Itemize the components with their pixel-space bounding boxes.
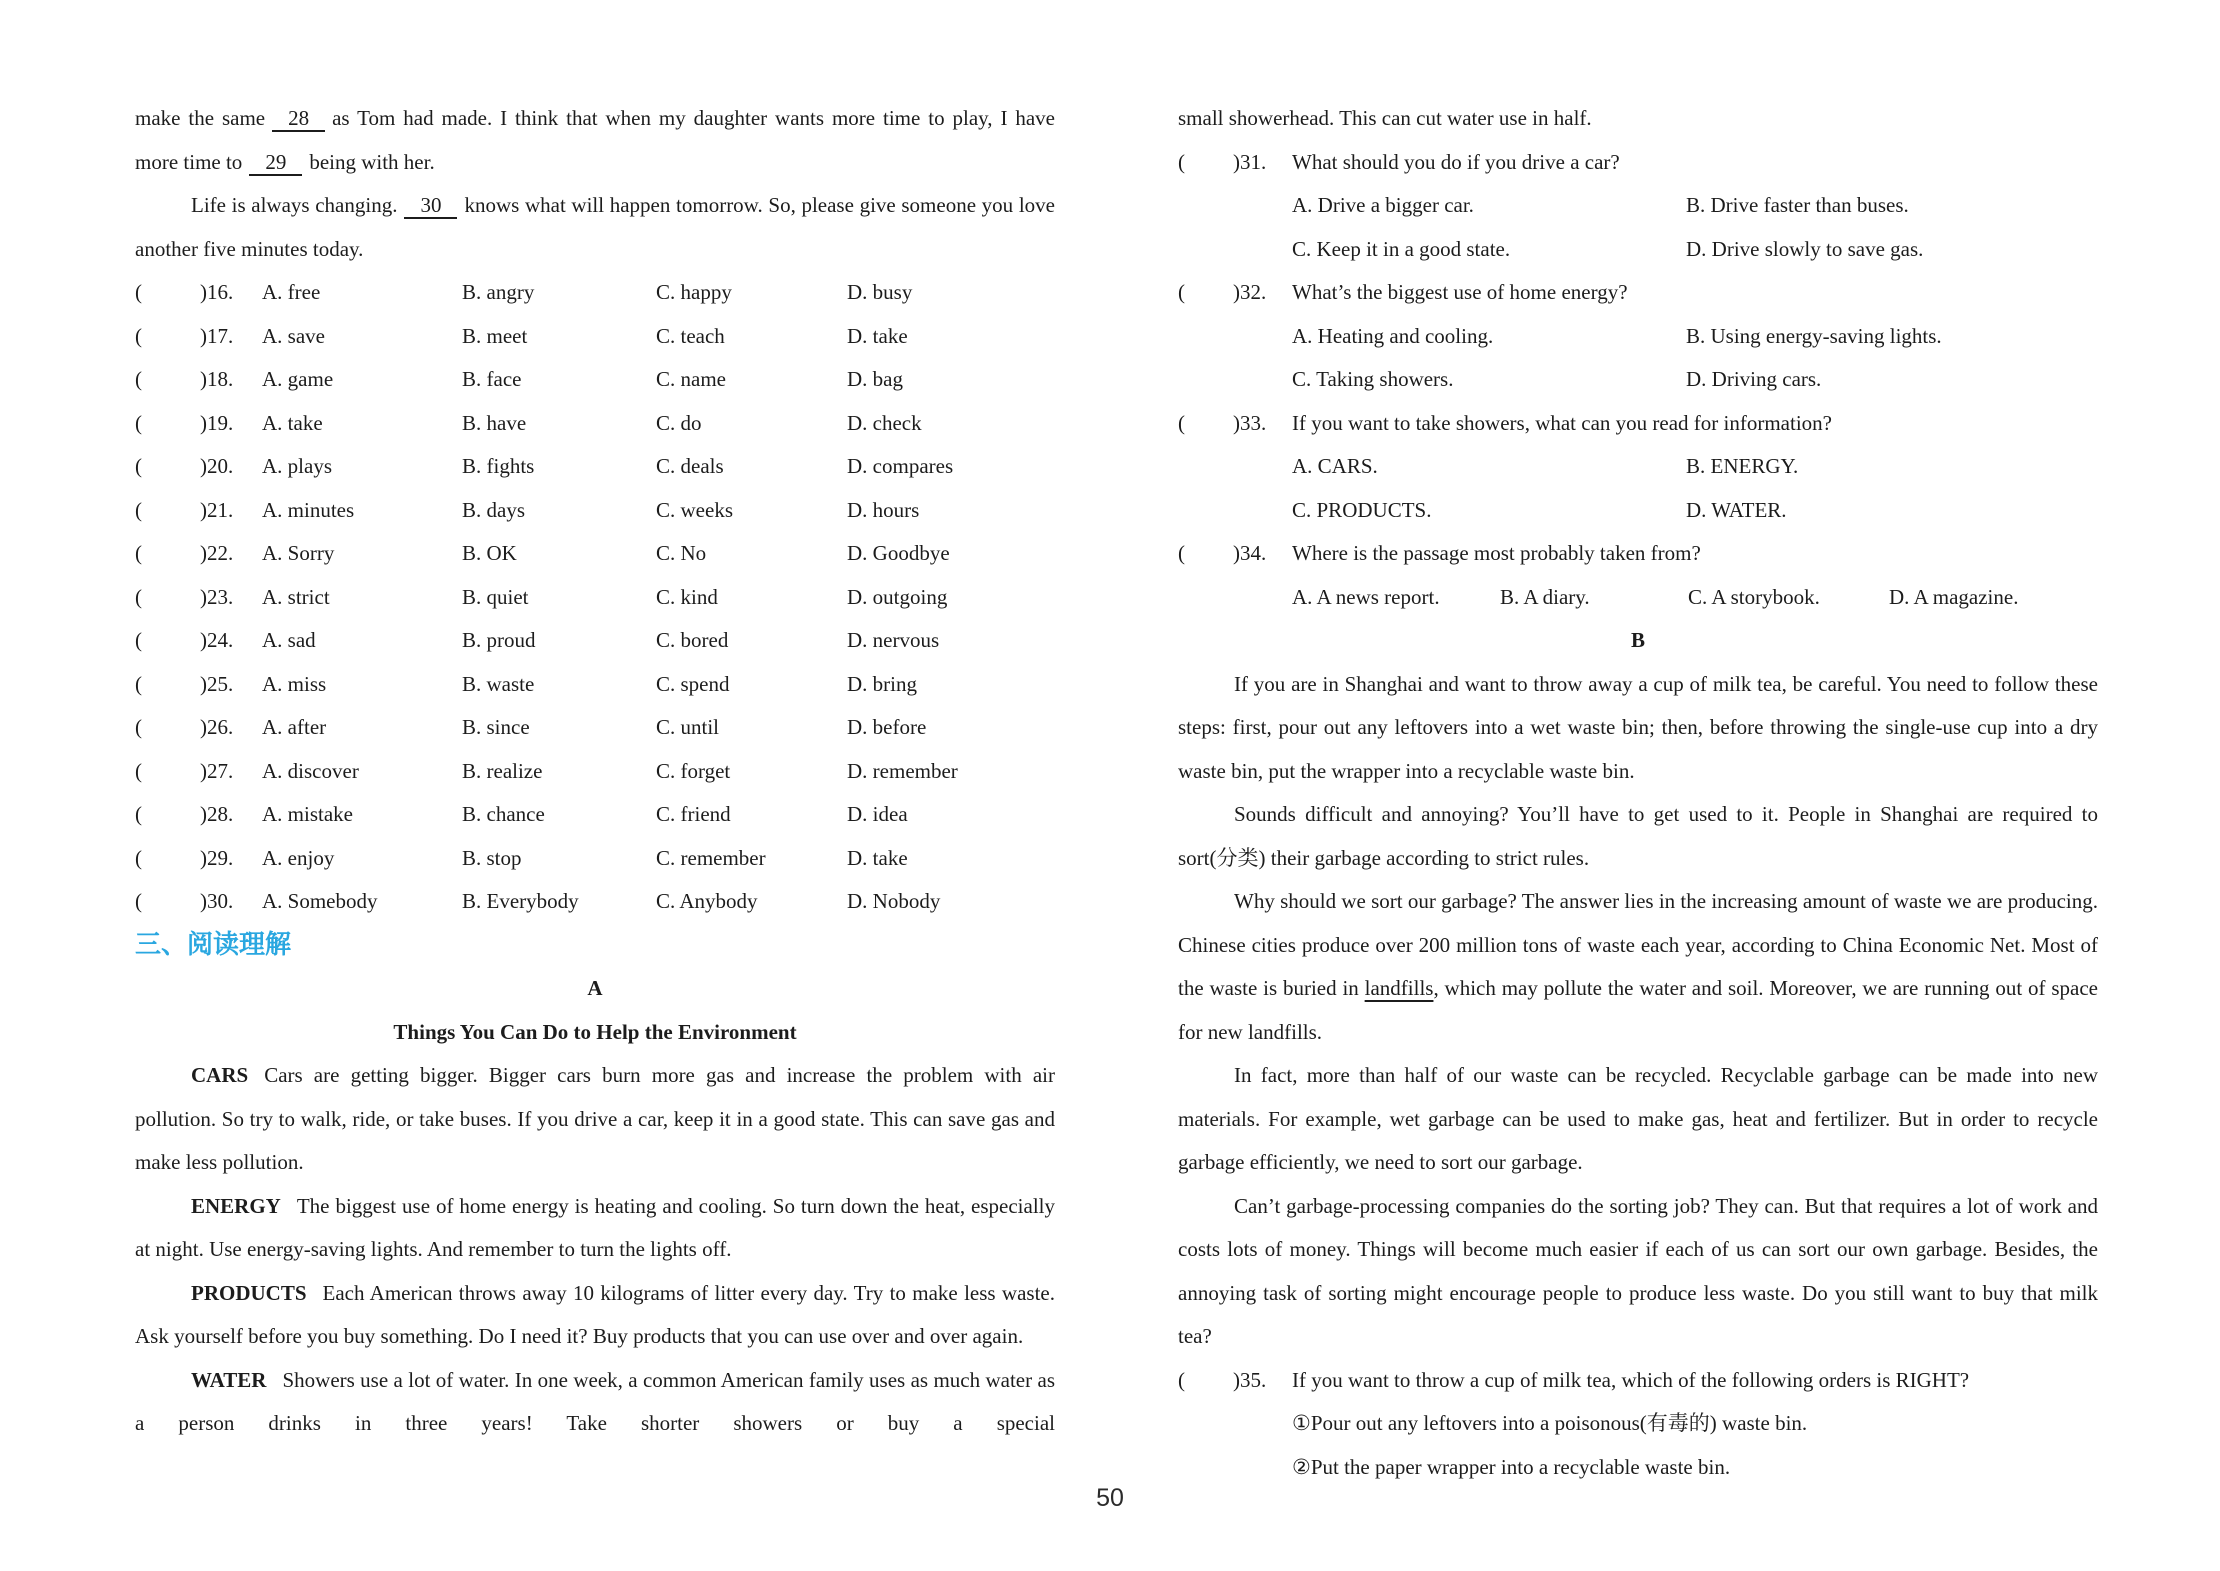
mc-question-28 (135, 793, 1055, 837)
option-d: D. compares (847, 454, 954, 478)
question-number: )32. (1233, 280, 1267, 304)
paragraph-lead-word: CARS (191, 1063, 249, 1087)
paragraph-lead-word: WATER (191, 1367, 267, 1392)
question-31 (1178, 141, 2098, 185)
question-number: )21. (200, 497, 234, 522)
option-b: B. meet (462, 323, 528, 348)
answer-paren-open: ( (135, 323, 142, 348)
question-number: )31. (1233, 149, 1267, 174)
option-c: C. No (656, 541, 707, 565)
paragraph-text: The biggest use of home energy is heating and cooling. So turn down the heat, especially at night. Use energy-saving lights. And remember to turn the lights off. (135, 1193, 1055, 1261)
paragraph-text: If you are in Shanghai and want to throw away a cup of milk tea, be careful. You need to follow these steps: first, pour out any leftovers into a wet waste bin; then, before throwing the single-use cup into a dry waste bin, put the wrapper into a recyclable waste bin. (1178, 671, 2098, 783)
option-b: B. days (462, 497, 525, 522)
answer-paren-open: ( (135, 497, 142, 522)
option-c: C. forget (656, 758, 731, 783)
option-b: B. realize (462, 758, 543, 783)
answer-paren-open: ( (1178, 149, 1185, 174)
option-c: C. spend (656, 671, 730, 696)
passage-b-paragraph-4 (1178, 1054, 2098, 1185)
option-d: D. Nobody (847, 889, 941, 913)
section-header-reading-comprehension: 三、阅读理解 (135, 929, 292, 960)
question-text: What should you do if you drive a car? (1292, 149, 1620, 174)
option-b: B. Drive faster than buses. (1686, 193, 1909, 217)
mc-question-19 (135, 402, 1055, 446)
answer-paren-open: ( (135, 671, 142, 696)
mc-question-20 (135, 445, 1055, 489)
passage-b-label: B (1630, 628, 1645, 652)
option-c: C. kind (656, 584, 718, 609)
paragraph-text: Sounds difficult and annoying? You’ll have to get used to it. People in Shanghai are required to sort(分类) their garbage according to strict rules. (1178, 802, 2098, 870)
option-d: D. hours (847, 497, 920, 522)
passage-b-paragraph-2 (1178, 793, 2098, 880)
question-35-step-2: ②Put the paper wrapper into a recyclable waste bin. (1292, 1454, 1731, 1479)
question-text: What’s the biggest use of home energy? (1292, 280, 1628, 304)
answer-paren-open: ( (1178, 1367, 1185, 1392)
question-33-options-row-2 (1178, 489, 2098, 533)
option-b: B. Using energy-saving lights. (1686, 323, 1942, 348)
right-column (1178, 97, 2098, 1489)
question-number: )35. (1233, 1367, 1267, 1392)
option-d: D. WATER. (1686, 497, 1787, 522)
option-d: D. take (847, 323, 908, 348)
option-d: D. check (847, 410, 922, 435)
option-a: A. A news report. (1292, 584, 1440, 609)
mc-question-30 (135, 880, 1055, 924)
paragraph-text: Why should we sort our garbage? The answer lies in the increasing amount of waste we are producing. Chinese cities produce over 200 million tons of waste each year, according to China Economic Net. Most of the waste is buried in (1178, 889, 2098, 1000)
question-number: )26. (200, 715, 234, 739)
question-number: )27. (200, 758, 234, 783)
option-c: C. A storybook. (1688, 584, 1820, 609)
cloze-passage-final-paragraph (135, 184, 1055, 271)
option-d: D. bag (847, 367, 903, 391)
question-text: If you want to take showers, what can you read for information? (1292, 410, 1832, 435)
answer-paren-open: ( (1178, 280, 1185, 304)
cloze-text: make the same (135, 106, 266, 130)
option-c: C. friend (656, 802, 731, 826)
option-c: C. Anybody (656, 889, 758, 913)
paragraph-text: Cars are getting bigger. Bigger cars burn more gas and increase the problem with air pollution. So try to walk, ride, or take buses. If you drive a car, keep it in a good state. This can save gas and make less pollution. (135, 1063, 1055, 1174)
option-c: C. Keep it in a good state. (1292, 236, 1511, 261)
option-a: A. sad (262, 628, 316, 652)
option-a: A. miss (262, 671, 327, 696)
option-c: C. weeks (656, 497, 733, 522)
question-34 (1178, 532, 2098, 576)
option-a: A. save (262, 323, 325, 348)
cloze-blank-30: 30 (404, 193, 457, 219)
paragraph-lead-word: PRODUCTS (191, 1280, 307, 1305)
option-c: C. do (656, 410, 702, 435)
option-b: B. angry (462, 280, 535, 304)
paragraph-lead-word: ENERGY (191, 1193, 281, 1218)
question-33-options-row-1 (1178, 445, 2098, 489)
paragraph-text: In fact, more than half of our waste can be recycled. Recyclable garbage can be made into new materials. For example, wet garbage can be used to make gas, heat and fertilizer. But in order to recycle garbage efficiently, we need to sort our garbage. (1178, 1063, 2098, 1174)
answer-paren-open: ( (135, 628, 142, 652)
option-d: D. remember (847, 758, 958, 783)
option-b: B. proud (462, 628, 536, 652)
question-number: )25. (200, 671, 234, 696)
question-31-options-row-2 (1178, 228, 2098, 272)
passage-a-water-continuation (1178, 97, 2098, 141)
option-d: D. outgoing (847, 584, 948, 609)
passage-a-paragraph-water (135, 1359, 1055, 1446)
question-number: )28. (200, 802, 234, 826)
question-number: )20. (200, 454, 234, 478)
option-d: D. bring (847, 671, 917, 696)
question-number: )17. (200, 323, 234, 348)
question-number: )16. (200, 280, 234, 304)
option-d: D. busy (847, 280, 913, 304)
question-text: Where is the passage most probably taken from? (1292, 541, 1701, 565)
option-b: B. quiet (462, 584, 529, 609)
paragraph-text: Can’t garbage-processing companies do the sorting job? They can. But that requires a lot of work and costs lots of money. Things will become much easier if each of us can sort our own garbage. Besides, the annoying task of sorting might encourage people to produce less waste. Do you still want to buy that milk tea? (1178, 1193, 2098, 1348)
question-number: )18. (200, 367, 234, 391)
cloze-blank-28: 28 (272, 106, 325, 132)
answer-paren-open: ( (135, 454, 142, 478)
question-number: )23. (200, 584, 234, 609)
cloze-text: knows what will happen tomorrow. So, please give someone you love another five minutes today. (135, 193, 1055, 261)
option-a: A. game (262, 367, 334, 391)
option-d: D. idea (847, 802, 908, 826)
option-b: B. OK (462, 541, 517, 565)
answer-paren-open: ( (1178, 410, 1185, 435)
cloze-passage-ending (135, 97, 1055, 184)
answer-paren-open: ( (135, 280, 142, 304)
mc-question-17 (135, 315, 1055, 359)
mc-question-18 (135, 358, 1055, 402)
option-d: D. Drive slowly to save gas. (1686, 236, 1924, 261)
paragraph-text: Showers use a lot of water. In one week, a common American family uses as much water as a person drinks in three years! Take shorter showers or buy a special (135, 1367, 1055, 1435)
question-32-options-row-2 (1178, 358, 2098, 402)
option-c: C. bored (656, 628, 729, 652)
option-a: A. Drive a bigger car. (1292, 193, 1474, 217)
question-number: )24. (200, 628, 234, 652)
mc-question-25 (135, 663, 1055, 707)
option-a: A. minutes (262, 497, 355, 522)
cloze-options-table (135, 271, 1055, 924)
option-d: D. before (847, 715, 927, 739)
option-b: B. chance (462, 802, 545, 826)
option-c: C. Taking showers. (1292, 367, 1454, 391)
page-number: 50 (1096, 1484, 1124, 1512)
mc-question-24 (135, 619, 1055, 663)
question-32-options-row-1 (1178, 315, 2098, 359)
answer-paren-open: ( (135, 845, 142, 870)
question-35 (1178, 1359, 2098, 1403)
cloze-text: Life is always changing. (191, 193, 398, 217)
option-b: B. A diary. (1500, 584, 1590, 609)
question-number: )33. (1233, 410, 1267, 435)
option-c: C. remember (656, 845, 766, 870)
mc-question-26 (135, 706, 1055, 750)
passage-b-paragraph-5 (1178, 1185, 2098, 1359)
option-d: D. take (847, 845, 908, 870)
cloze-text: being with her. (309, 149, 435, 174)
passage-b-paragraph-1 (1178, 663, 2098, 794)
option-b: B. have (462, 410, 527, 435)
option-c: C. PRODUCTS. (1292, 497, 1432, 522)
question-text: If you want to throw a cup of milk tea, which of the following orders is RIGHT? (1292, 1367, 1970, 1392)
option-c: C. deals (656, 454, 724, 478)
answer-paren-open: ( (1178, 541, 1185, 565)
answer-paren-open: ( (135, 715, 142, 739)
option-c: C. name (656, 367, 726, 391)
cloze-text: as Tom had made. I think that when my daughter wants more time to play, I have more time to (135, 106, 1055, 174)
answer-paren-open: ( (135, 802, 142, 826)
option-b: B. face (462, 367, 522, 391)
option-d: D. nervous (847, 628, 940, 652)
option-b: B. since (462, 715, 530, 739)
option-b: B. Everybody (462, 889, 579, 913)
option-b: B. stop (462, 845, 522, 870)
option-a: A. strict (262, 584, 330, 609)
question-number: )22. (200, 541, 234, 565)
option-b: B. waste (462, 671, 535, 696)
mc-question-16 (135, 271, 1055, 315)
option-a: A. after (262, 715, 327, 739)
option-b: B. fights (462, 454, 535, 478)
passage-a-paragraph-energy (135, 1185, 1055, 1272)
paragraph-text: , which may pollute the water and soil. Moreover, we are running out of space for new landfills. (1178, 976, 2098, 1044)
question-31-options-row-1 (1178, 184, 2098, 228)
cloze-blank-29: 29 (249, 150, 302, 176)
passage-a-title: Things You Can Do to Help the Environment (393, 1019, 797, 1044)
mc-question-23 (135, 576, 1055, 620)
option-c: C. teach (656, 323, 725, 348)
question-35-step-1: ①Pour out any leftovers into a poisonous(有毒的) waste bin. (1292, 1411, 1808, 1435)
left-column (135, 97, 1055, 1446)
option-a: A. discover (262, 758, 359, 783)
mc-question-27 (135, 750, 1055, 794)
option-a: A. mistake (262, 802, 353, 826)
passage-a-paragraph-products (135, 1272, 1055, 1359)
option-d: D. Goodbye (847, 541, 950, 565)
option-a: A. plays (262, 454, 332, 478)
answer-paren-open: ( (135, 541, 142, 565)
question-34-options-row (1178, 576, 2098, 620)
question-number: )19. (200, 410, 234, 435)
question-number: )34. (1233, 541, 1267, 565)
answer-paren-open: ( (135, 367, 142, 391)
option-a: A. take (262, 410, 323, 435)
option-a: A. CARS. (1292, 454, 1378, 478)
answer-paren-open: ( (135, 889, 142, 913)
option-d: D. A magazine. (1889, 584, 2019, 609)
option-a: A. enjoy (262, 845, 335, 870)
option-a: A. Heating and cooling. (1292, 323, 1494, 348)
paragraph-text: Each American throws away 10 kilograms of litter every day. Try to make less waste. Ask yourself before you buy something. Do I need it? Buy products that you can use over and over again. (135, 1280, 1055, 1348)
passage-a-paragraph-cars (135, 1054, 1055, 1185)
answer-paren-open: ( (135, 758, 142, 783)
option-a: A. Sorry (262, 541, 335, 565)
answer-paren-open: ( (135, 410, 142, 435)
question-number: )30. (200, 889, 234, 913)
question-32 (1178, 271, 2098, 315)
question-33 (1178, 402, 2098, 446)
underlined-word-landfills: landfills (1364, 976, 1434, 1000)
paragraph-text: small showerhead. This can cut water use in half. (1178, 106, 1592, 130)
question-number: )29. (200, 845, 234, 870)
mc-question-29 (135, 837, 1055, 881)
option-a: A. Somebody (262, 889, 378, 913)
mc-question-22 (135, 532, 1055, 576)
answer-paren-open: ( (135, 584, 142, 609)
passage-b-paragraph-3 (1178, 880, 2098, 1054)
option-b: B. ENERGY. (1686, 454, 1799, 478)
option-d: D. Driving cars. (1686, 367, 1822, 391)
option-c: C. until (656, 715, 720, 739)
passage-a-label: A (587, 976, 603, 1000)
option-a: A. free (262, 280, 321, 304)
option-c: C. happy (656, 280, 732, 304)
mc-question-21 (135, 489, 1055, 533)
